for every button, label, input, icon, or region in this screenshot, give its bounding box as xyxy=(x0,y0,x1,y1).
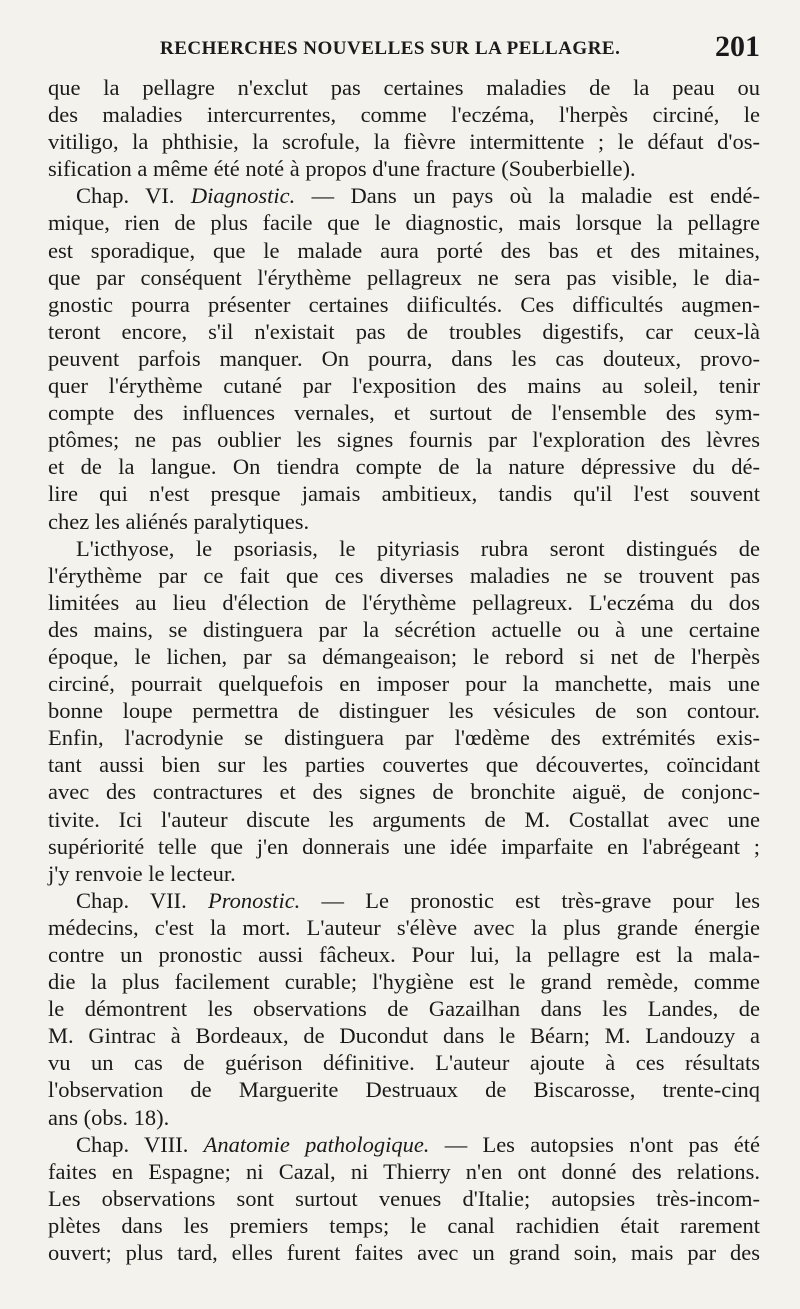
text-line: vu un cas de guérison définitive. L'auteur ajoute à ces résultats xyxy=(48,1050,760,1076)
text-line: plètes dans les premiers temps; le canal rachidien était rarement xyxy=(48,1212,760,1238)
page-number: 201 xyxy=(715,30,760,63)
text-line: teront encore, s'il n'existait pas de troubles digestifs, car ceux-là xyxy=(48,318,760,344)
text-line: que la pellagre n'exclut pas certaines maladies de la peau ou xyxy=(48,75,760,100)
chapter-label: Chap. VIII. xyxy=(76,1131,204,1157)
text-line: Les observations sont surtout venues d'Italie; autopsies très-incom- xyxy=(48,1185,760,1211)
text-line: sification a même été noté à propos d'une fracture (Souberbielle). xyxy=(48,156,636,182)
body-text xyxy=(48,74,760,1266)
text-line: limitées au lieu d'élection de l'érythème pellagreux. L'eczéma du dos xyxy=(48,589,760,615)
text-line: Enfin, l'acrodynie se distinguera par l'œdème des extrémités exis- xyxy=(48,725,760,751)
text-line: compte des influences vernales, et surtout de l'ensemble des sym- xyxy=(48,400,760,426)
running-title: RECHERCHES NOUVELLES SUR LA PELLAGRE. xyxy=(160,38,621,59)
running-head xyxy=(48,30,760,74)
text-line: médecins, c'est la mort. L'auteur s'élève avec la plus grande énergie xyxy=(48,914,760,940)
text-line: bonne loupe permettra de distinguer les vésicules de son contour. xyxy=(48,698,760,724)
text-line: époque, le lichen, par sa démangeaison; le rebord si net de l'herpès xyxy=(48,643,760,669)
text-line: et de la langue. On tiendra compte de la nature dépressive du dé- xyxy=(48,454,760,480)
line-text: — Le pronostic est très-grave pour les xyxy=(300,887,760,913)
text-line: quer l'érythème cutané par l'exposition des mains au soleil, tenir xyxy=(48,373,760,399)
text-line: ptômes; ne pas oublier les signes fournis par l'exploration des lèvres xyxy=(48,427,760,453)
text-line: l'érythème par ce fait que ces diverses maladies ne se trouvent pas xyxy=(48,562,760,588)
chapter-label: Chap. VI. xyxy=(76,183,191,209)
text-line: le démontrent les observations de Gazailhan dans les Landes, de xyxy=(48,996,760,1022)
text-line: peuvent parfois manquer. On pourra, dans les cas douteux, provo- xyxy=(48,345,760,371)
text-line: l'observation de Marguerite Destruaux de Biscarosse, trente-cinq xyxy=(48,1077,760,1103)
text-line: des mains, se distinguera par la sécrétion actuelle ou à une certaine xyxy=(48,616,760,642)
text-line: die la plus facilement curable; l'hygiène est le grand remède, comme xyxy=(48,969,760,995)
chapter-title: Anatomie pathologique. xyxy=(203,1131,430,1157)
text-line: est sporadique, que le malade aura porté des bas et des mitaines, xyxy=(48,237,760,263)
text-line: gnostic pourra présenter certaines diificultés. Ces difficultés augmen- xyxy=(48,291,760,317)
chapter-label: Chap. VII. xyxy=(76,887,209,913)
text-line xyxy=(48,1131,760,1158)
text-line: circiné, pourrait quelquefois en imposer pour la manchette, mais une xyxy=(48,671,760,697)
text-line: tivite. Ici l'auteur discute les arguments de M. Costallat avec une xyxy=(48,806,760,832)
text-line: M. Gintrac à Bordeaux, de Ducondut dans le Béarn; M. Landouzy a xyxy=(48,1023,760,1049)
line-text: — Les autopsies n'ont pas été xyxy=(429,1131,760,1157)
chapter-title: Diagnostic. xyxy=(190,183,296,209)
text-line: L'icthyose, le psoriasis, le pityriasis rubra seront distingués de xyxy=(76,535,760,561)
text-line xyxy=(48,182,760,209)
text-line: j'y renvoie le lecteur. xyxy=(48,860,236,886)
text-line xyxy=(48,887,760,914)
text-line: avec des contractures et des signes de bronchite aiguë, de conjonc- xyxy=(48,779,760,805)
text-line: chez les aliénés paralytiques. xyxy=(48,508,310,534)
text-line: contre un pronostic aussi fâcheux. Pour lui, la pellagre est la mala- xyxy=(48,942,760,967)
text-line: ouvert; plus tard, elles furent faites avec un grand soin, mais par des xyxy=(48,1240,760,1266)
text-line: supériorité telle que j'en donnerais une idée imparfaite en l'abrégeant ; xyxy=(48,833,760,859)
line-text: — Dans un pays où la maladie est endé- xyxy=(295,183,760,209)
text-line: vitiligo, la phthisie, la scrofule, la fièvre intermittente ; le défaut d'os- xyxy=(48,129,760,155)
text-line: mique, rien de plus facile que le diagnostic, mais lorsque la pellagre xyxy=(48,210,760,236)
text-line: que par conséquent l'érythème pellagreux ne sera pas visible, le dia- xyxy=(48,264,760,290)
text-line: ans (obs. 18). xyxy=(48,1104,170,1130)
chapter-title: Pronostic. xyxy=(208,887,301,913)
text-line: tant aussi bien sur les parties couvertes que découvertes, coïncidant xyxy=(48,752,760,778)
text-line: lire qui n'est presque jamais ambitieux, tandis qu'il l'est souvent xyxy=(48,481,760,507)
text-line: faites en Espagne; ni Cazal, ni Thierry n'en ont donné des relations. xyxy=(48,1158,760,1184)
text-line: des maladies intercurrentes, comme l'eczéma, l'herpès circiné, le xyxy=(48,102,760,128)
